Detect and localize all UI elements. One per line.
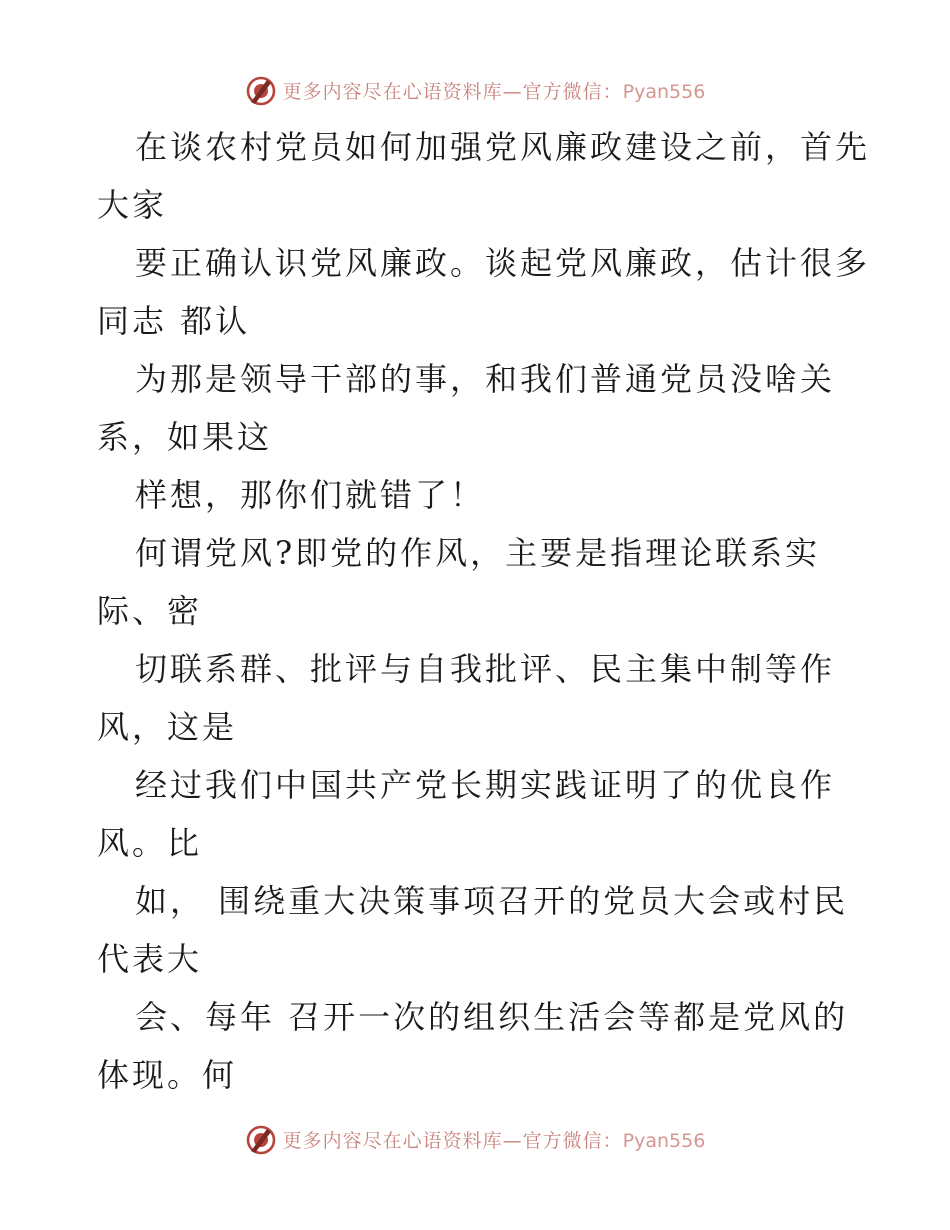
text-line: 会、每年 召开一次的组织生活会等都是党风的 <box>135 998 849 1036</box>
text-line: 在谈农村党员如何加强党风廉政建设之前，首先 <box>135 128 871 166</box>
text-line: 要正确认识党风廉政。谈起党风廉政，估计很多 <box>135 244 871 282</box>
text-line: 为那是领导干部的事，和我们普通党员没啥关 <box>135 360 836 398</box>
watermark-text: 更多内容尽在心语资料库—官方微信：Pyan556 <box>282 80 706 103</box>
brand-logo-icon <box>245 1123 277 1155</box>
text-line: 何谓党风?即党的作风，主要是指理论联系实 <box>135 534 821 572</box>
brand-logo-icon <box>245 74 277 106</box>
text-line: 同志 都认 <box>97 302 251 340</box>
text-line: 际、密 <box>97 592 203 630</box>
text-line: 大家 <box>97 186 168 224</box>
text-line: 代表大 <box>97 940 203 978</box>
watermark-text: 更多内容尽在心语资料库—官方微信：Pyan556 <box>282 1129 706 1152</box>
document-body <box>97 118 877 1104</box>
text-line: 体现。何 <box>97 1056 238 1094</box>
footer-watermark <box>0 1121 950 1157</box>
text-line: 风。比 <box>97 824 203 862</box>
text-line: 切联系群、批评与自我批评、民主集中制等作 <box>135 650 836 688</box>
text-line: 风，这是 <box>97 708 238 746</box>
text-line: 样想，那你们就错了！ <box>135 476 486 514</box>
text-line: 系，如果这 <box>97 418 273 456</box>
text-line: 经过我们中国共产党长期实践证明了的优良作 <box>135 766 836 804</box>
header-watermark <box>0 72 950 108</box>
text-line: 如， 围绕重大决策事项召开的党员大会或村民 <box>135 882 849 920</box>
